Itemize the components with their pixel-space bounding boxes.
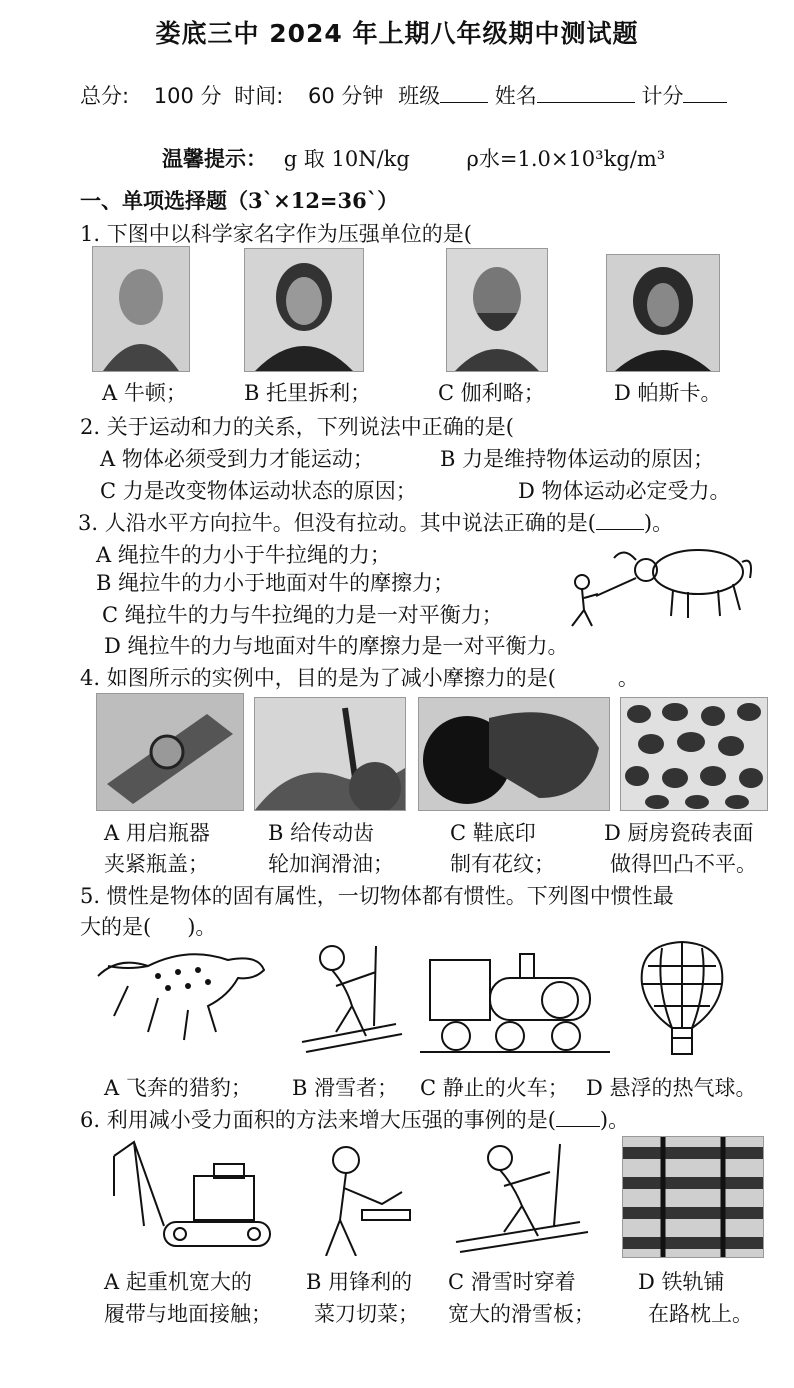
q3-answer-blank[interactable]	[596, 529, 644, 530]
q4-stem-end: 。	[617, 666, 639, 690]
skier-drawing-1	[296, 936, 408, 1060]
q6-option-d-line1[interactable]: D 铁轨铺	[638, 1270, 725, 1294]
q1-option-c[interactable]: C 伽利略；	[438, 381, 545, 405]
q4-option-d-line1[interactable]: D 厨房瓷砖表面	[604, 821, 754, 845]
railway-track-photo	[622, 1136, 764, 1258]
gear-lubrication-photo	[254, 697, 406, 811]
q6-option-c-line1[interactable]: C 滑雪时穿着	[448, 1270, 576, 1294]
tip-gravity: g 取 10N/kg	[283, 147, 410, 171]
q3-option-c[interactable]: C 绳拉牛的力与牛拉绳的力是一对平衡力；	[102, 603, 503, 627]
q6-option-b-line2[interactable]: 菜刀切菜；	[314, 1302, 419, 1326]
q5-stem-line1: 5. 惯性是物体的固有属性，一切物体都有惯性。下列图中惯性最	[80, 884, 674, 908]
q4-stem-text: 4. 如图所示的实例中，目的是为了减小摩擦力的是(	[80, 666, 556, 690]
q6-option-a-line1[interactable]: A 起重机宽大的	[104, 1270, 252, 1294]
tally-blank[interactable]	[683, 102, 727, 103]
galileo-portrait	[446, 248, 548, 372]
q2-option-d[interactable]: D 物体运动必定受力。	[518, 479, 731, 503]
q2-option-c[interactable]: C 力是改变物体运动状态的原因；	[100, 479, 417, 503]
q6-stem-text: 6. 利用减小受力面积的方法来增大压强的事例的是(	[80, 1108, 556, 1132]
q4-option-b-line2[interactable]: 轮加润滑油；	[268, 852, 394, 876]
q2-option-a[interactable]: A 物体必须受到力才能运动；	[100, 447, 374, 471]
torricelli-portrait	[244, 248, 364, 372]
q6-answer-blank[interactable]	[556, 1126, 600, 1127]
hot-air-balloon-drawing	[634, 936, 730, 1060]
class-label: 班级	[398, 84, 441, 108]
q1-option-d[interactable]: D 帕斯卡。	[614, 381, 722, 405]
q2-option-b[interactable]: B 力是维持物体运动的原因；	[440, 447, 715, 471]
class-blank[interactable]	[440, 102, 488, 103]
q5-stem-end: )。	[187, 915, 217, 939]
man-pulling-cow-drawing	[558, 532, 768, 632]
q2-stem: 2. 关于运动和力的关系，下列说法中正确的是(	[80, 415, 514, 439]
chef-cutting-drawing	[306, 1140, 416, 1256]
q5-option-a[interactable]: A 飞奔的猎豹；	[104, 1076, 252, 1100]
q6-option-a-line2[interactable]: 履带与地面接触；	[104, 1302, 272, 1326]
q5-stem-text: 大的是(	[80, 915, 152, 939]
q6-option-c-line2[interactable]: 宽大的滑雪板；	[448, 1302, 595, 1326]
crane-drawing	[104, 1136, 274, 1254]
q4-option-a-line2[interactable]: 夹紧瓶盖；	[104, 852, 209, 876]
q3-option-d[interactable]: D 绳拉牛的力与地面对牛的摩擦力是一对平衡力。	[104, 634, 569, 658]
name-blank[interactable]	[537, 102, 635, 103]
q6-option-b-line1[interactable]: B 用锋利的	[306, 1270, 413, 1294]
q1-stem: 1. 下图中以科学家名字作为压强单位的是(	[80, 222, 472, 246]
newton-portrait	[92, 246, 190, 372]
cheetah-drawing	[88, 936, 268, 1056]
q3-stem-end: )。	[643, 511, 674, 535]
textured-tile-photo	[620, 697, 768, 811]
page-title: 娄底三中 2024 年上期八年级期中测试题	[155, 19, 639, 48]
tip-label: 温馨提示：	[162, 147, 267, 171]
tally-label: 计分	[641, 84, 684, 108]
q3-stem-text: 3. 人沿水平方向拉牛。但没有拉动。其中说法正确的是(	[78, 511, 596, 535]
section-heading: 一、单项选择题（3`×12=36`）	[80, 188, 399, 213]
bottle-opener-photo	[96, 693, 244, 811]
q1-option-b[interactable]: B 托里拆利；	[244, 381, 372, 405]
q5-option-b[interactable]: B 滑雪者；	[292, 1076, 399, 1100]
q4-option-d-line2[interactable]: 做得凹凸不平。	[610, 852, 757, 876]
q4-option-c-line1[interactable]: C 鞋底印	[450, 821, 536, 845]
name-label: 姓名	[494, 84, 537, 108]
q4-option-b-line1[interactable]: B 给传动齿	[268, 821, 375, 845]
score-value: 100 分	[153, 84, 222, 108]
skier-drawing-2	[450, 1136, 594, 1260]
q3-option-a[interactable]: A 绳拉牛的力小于牛拉绳的力；	[96, 543, 391, 567]
q3-option-b[interactable]: B 绳拉牛的力小于地面对牛的摩擦力；	[96, 571, 455, 595]
q1-option-a[interactable]: A 牛顿；	[102, 381, 187, 405]
time-label: 时间:	[234, 84, 284, 108]
q6-stem-end: )。	[599, 1108, 630, 1132]
shoe-sole-photo	[418, 697, 610, 811]
q5-option-d[interactable]: D 悬浮的热气球。	[586, 1076, 757, 1100]
q6-stem	[80, 1104, 629, 1134]
exam-header	[80, 80, 727, 110]
q6-option-d-line2[interactable]: 在路枕上。	[648, 1302, 753, 1326]
tip-line	[162, 143, 665, 173]
pascal-portrait	[606, 254, 720, 372]
tip-water-density: ρ水=1.0×10³kg/m³	[466, 147, 666, 171]
q4-option-c-line2[interactable]: 制有花纹；	[450, 852, 555, 876]
q5-option-c[interactable]: C 静止的火车；	[420, 1076, 569, 1100]
train-drawing	[420, 940, 610, 1060]
score-label: 总分:	[80, 84, 130, 108]
time-value: 60 分钟	[307, 84, 384, 108]
q4-option-a-line1[interactable]: A 用启瓶器	[104, 821, 210, 845]
q4-stem	[80, 662, 639, 692]
